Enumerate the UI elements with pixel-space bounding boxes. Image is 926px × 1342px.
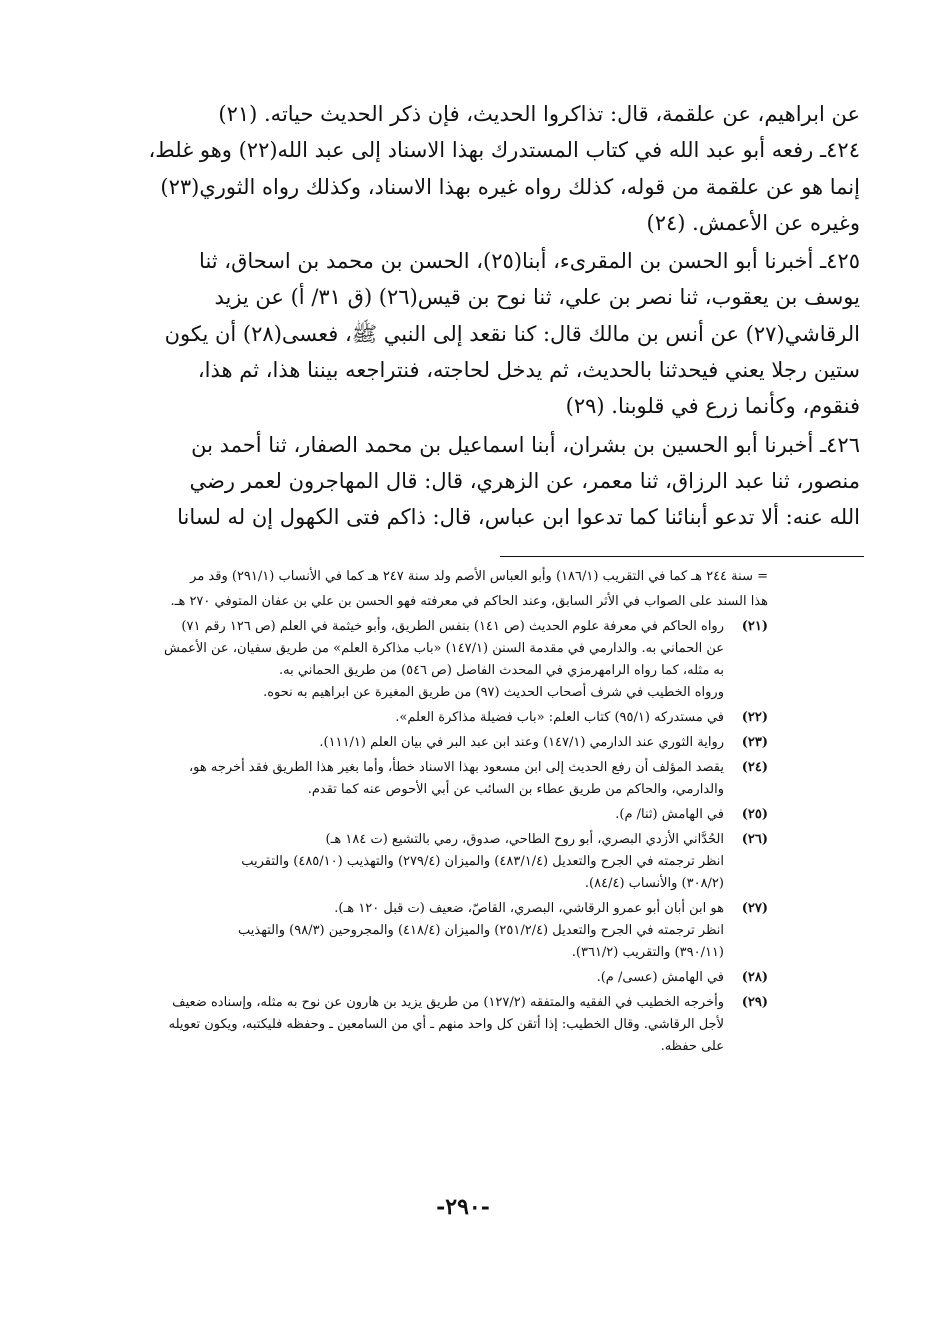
footnote-28	[68, 967, 768, 989]
footnote-25	[68, 804, 768, 826]
footnote-text: انظر ترجمته في الجرح والتعديل (٢٥١/٢/٤) والميزان (٤١٨/٤) والمجروحين (٩٨/٣) والتهذيب	[238, 923, 724, 938]
footnote-22	[68, 707, 768, 729]
footnote-text: هو ابن أبان أبو عمرو الرقاشي، البصري، القاصّ، ضعيف (ت قبل ١٢٠ هـ).	[334, 901, 724, 916]
footnote-29	[68, 992, 768, 1058]
footnote-number: (٢٤)	[741, 760, 768, 775]
footnote-number: (٢٦)	[741, 832, 768, 847]
footnotes	[68, 566, 768, 1061]
footnote-text: رواية الثوري عند الدارمي (١٤٧/١) وعند ابن عبد البر في بيان العلم (١١١/١).	[319, 735, 724, 750]
text-line: عن ابراهيم، عن علقمة، قال: تذاكروا الحديث، فإن ذكر الحديث حياته. (٢١)	[218, 102, 860, 126]
text-line: وغيره عن الأعمش. (٢٤)	[646, 210, 860, 235]
footnote-number: (٢٧)	[741, 901, 768, 916]
footnote-text: في مستدركه (٩٥/١) كتاب العلم: «باب فضيلة مذاكرة العلم».	[395, 710, 724, 725]
footnote-23	[68, 732, 768, 754]
text-line: ستين رجلا يعني فيحدثنا بالحديث، ثم يدخل لحاجته، فنتراجعه بيننا هذا، ثم هذا،	[197, 358, 860, 383]
page-number: -٢٩٠-	[436, 1194, 490, 1220]
footnote-number: (٢٩)	[741, 995, 768, 1010]
footnote-carryover: = سنة ٢٤٤ هـ كما في التقريب (١٨٦/١) وأبو العباس الأصم ولد سنة ٢٤٧ هـ كما في الأنساب (٢٩١/١) وقد مر	[190, 569, 768, 584]
footnote-text: عن الحماني به. والدارمي في مقدمة السنن (١٤٧/١) «باب مذاكرة العلم» من طريق سفيان، عن الأعمش	[164, 641, 724, 656]
footnote-number: (٢٢)	[741, 710, 768, 725]
footnote-carryover: هذا السند على الصواب في الأثر السابق، وعند الحاكم في معرفته فهو الحسن بن علي بن عفان المتوفي ٢٧٠ هـ.	[170, 594, 768, 609]
footnote-number: (٢٣)	[741, 735, 768, 750]
text-line: الرقاشي(٢٧) عن أنس بن مالك قال: كنا نقعد إلى النبي ﷺ، فعسى(٢٨) أن يكون	[164, 321, 860, 346]
footnote-text: (٣٩٠/١١) والتقريب (٣٦١/٢).	[571, 945, 724, 960]
hadith-424: ٤٢٤ـ رفعه أبو عبد الله في كتاب المستدرك بهذا الاسناد إلى عبد الله(٢٢) وهو غلط،	[148, 138, 860, 163]
footnote-number: (٢٨)	[741, 970, 768, 985]
footnote-text: على حفظه.	[660, 1039, 724, 1054]
text-line: منصور، ثنا عبد الرزاق، ثنا معمر، عن الزهري، قال: قال المهاجرون لعمر رضي	[189, 468, 860, 493]
footnote-text: انظر ترجمته في الجرح والتعديل (٤٨٣/١/٤) والميزان (٢٧٩/٤) والتهذيب (٤٨٥/١٠) والتقريب	[241, 854, 724, 869]
footnote-text: في الهامش (عسى/ م).	[596, 970, 724, 985]
footnote-text: به مثله، كما رواه الرامهرمزي في المحدث الفاصل (ص ٥٤٦) من طريق الحماني به.	[279, 663, 724, 678]
footnote-21	[68, 616, 768, 704]
text-line: إنما هو عن علقمة من قوله، كذلك رواه غيره بهذا الاسناد، وكذلك رواه الثوري(٢٣)	[160, 174, 860, 199]
text-line: يوسف بن يعقوب، ثنا نصر بن علي، ثنا نوح بن قيس(٢٦) (ق ٣١/ أ) عن يزيد	[214, 285, 860, 310]
footnote-text: ورواه الخطيب في شرف أصحاب الحديث (٩٧) من طريق المغيرة عن ابراهيم به نحوه.	[263, 685, 724, 700]
footnote-27	[68, 898, 768, 964]
footnote-text: وأخرجه الخطيب في الفقيه والمتفقه (١٢٧/٢) من طريق يزيد بن هارون عن نوح به مثله، وإسناده ضعيف	[172, 995, 724, 1010]
footnote-number: (٢١)	[741, 619, 768, 634]
hadith-426: ٤٢٦ـ أخبرنا أبو الحسين بن بشران، أبنا اسماعيل بن محمد الصفار، ثنا أحمد بن	[191, 432, 860, 457]
footnote-text: الحُدَّاني الأزدي البصري، أبو روح الطاحي، صدوق، رمي بالتشيع (ت ١٨٤ هـ)	[325, 832, 724, 847]
footnote-text: (٣٠٨/٢) والأنساب (٨٤/٤).	[584, 876, 724, 891]
text-line: الله عنه: ألا تدعو أبنائنا كما تدعوا ابن عباس، قال: ذاكم فتى الكهول إن له لسانا	[177, 505, 860, 530]
text-line: فنقوم، وكأنما زرع في قلوبنا. (٢٩)	[565, 394, 860, 419]
footnote-text: رواه الحاكم في معرفة علوم الحديث (ص ١٤١) بنفس الطريق، وأبو خيثمة في العلم (ص ١٢٦ رقم ٧١)	[181, 619, 724, 634]
main-text	[64, 96, 860, 536]
footnote-divider	[500, 556, 864, 557]
footnote-number: (٢٥)	[741, 807, 768, 822]
footnote-text: لأجل الرقاشي. وقال الخطيب: إذا أتقن كل واحد منهم ـ أي من السامعين ـ وحفظه فليكتبه، ويكون تعويله	[168, 1017, 724, 1032]
footnote-text: في الهامش (ثنا/ م).	[615, 807, 724, 822]
hadith-425: ٤٢٥ـ أخبرنا أبو الحسن بن المقرىء، أبنا(٢٥)، الحسن بن محمد بن اسحاق، ثنا	[199, 249, 860, 274]
footnote-24	[68, 757, 768, 801]
footnote-text: يقصد المؤلف أن رفع الحديث إلى ابن مسعود بهذا الاسناد خطأ، وأما بغير هذا الطريق فقد أخرجه هو،	[188, 760, 724, 775]
footnote-text: والدارمي، والحاكم من طريق عطاء بن السائب عن أبي الأحوص عنه كما تقدم.	[307, 782, 724, 797]
footnote-26	[68, 829, 768, 895]
